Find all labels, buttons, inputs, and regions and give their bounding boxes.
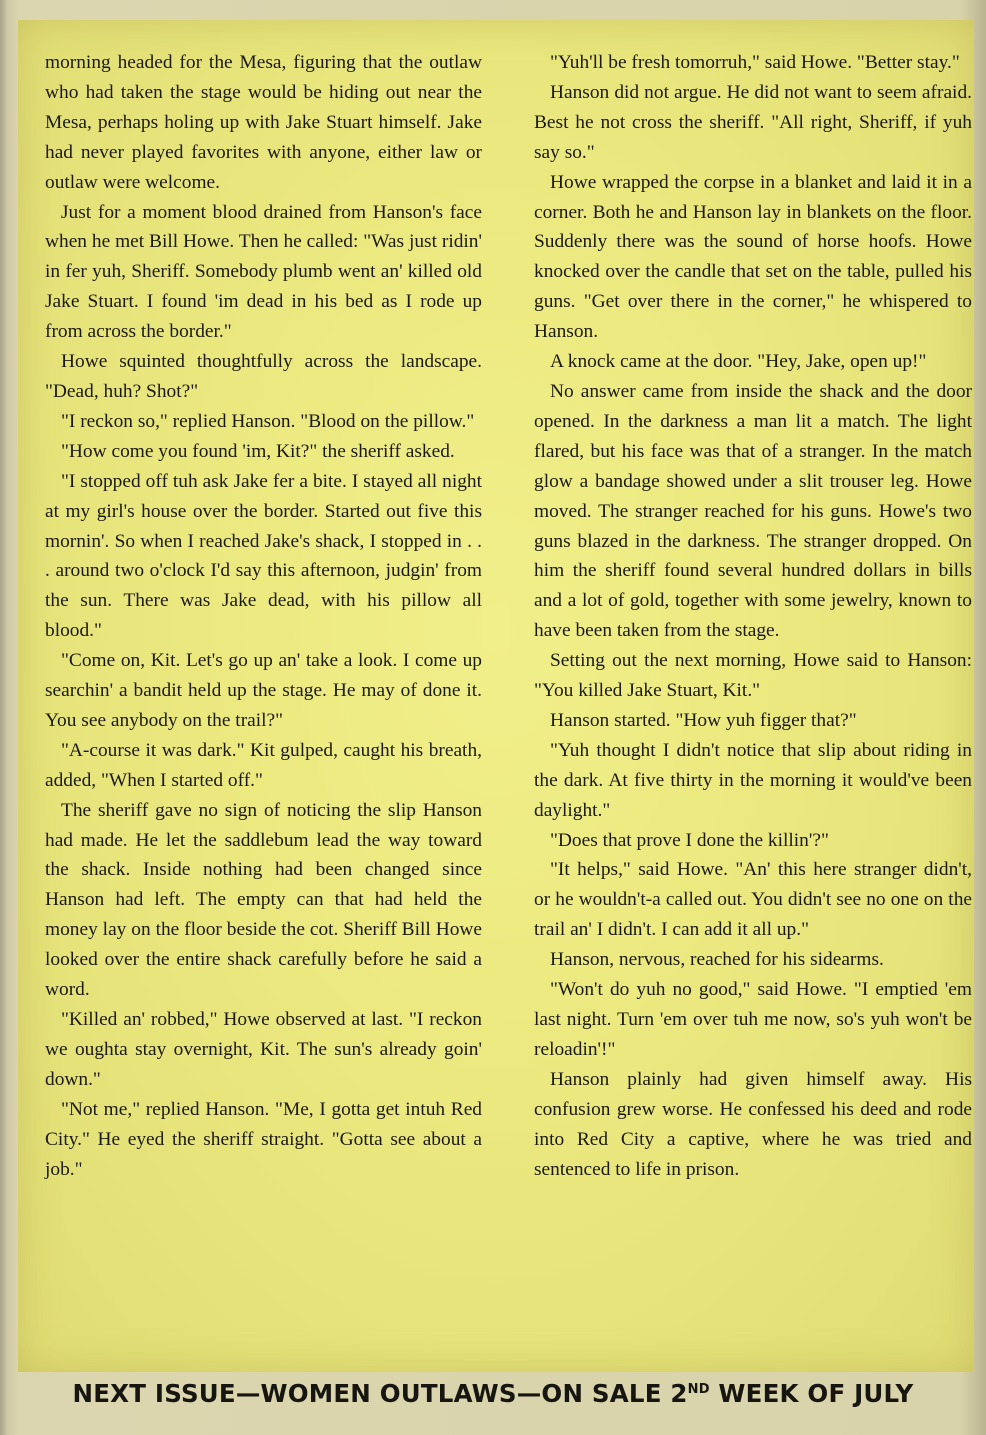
paragraph: "Does that prove I done the killin'?" (550, 829, 829, 851)
left-column (45, 48, 482, 1184)
next-issue-banner (0, 1370, 986, 1410)
paragraph: "Yuh thought I didn't notice that slip about riding in the dark. At five thirty in the morning it would've been daylight." (534, 739, 972, 821)
paragraph: "Yuh'll be fresh tomorruh," said Howe. "Better stay." (550, 52, 960, 73)
paragraph: "Killed an' robbed," Howe observed at last. "I reckon we oughta stay overnight, Kit. The sun's already goin' down." (45, 1009, 482, 1090)
right-column (534, 48, 972, 1184)
next-issue-superscript: ND (687, 1382, 710, 1397)
paragraph: "Won't do yuh no good," said Howe. "I emptied 'em last night. Turn 'em over tuh me now, so's yuh won't be reloadin'!" (534, 979, 972, 1060)
paragraph: "I stopped off tuh ask Jake fer a bite. I stayed all night at my girl's house over the border. Started out five this mornin'. So when I reached Jake's shack, I stopped in . . . around two o'clock I'd say this afternoon, judgin' from the sun. There was Jake dead, with his pillow all blood." (45, 470, 482, 642)
paragraph: Hanson did not argue. He did not want to seem afraid. Best he not cross the sheriff. "All right, Sheriff, if yuh say so." (534, 81, 972, 163)
paragraph: "Come on, Kit. Let's go up an' take a look. I come up searchin' a bandit held up the stage. He may of done it. You see anybody on the trail?" (45, 650, 482, 731)
paragraph: Just for a moment blood drained from Hanson's face when he met Bill Howe. Then he called: "Was just ridin' in fer yuh, Sheriff. Somebody plumb went an' killed old Jake Stuart. I found 'im dead in his bed as I rode up from across the border." (45, 201, 482, 343)
paragraph: Howe squinted thoughtfully across the landscape. "Dead, huh? Shot?" (45, 351, 482, 402)
paragraph: A knock came at the door. "Hey, Jake, open up!" (550, 351, 927, 373)
paragraph: Setting out the next morning, Howe said to Hanson: "You killed Jake Stuart, Kit." (534, 650, 972, 702)
paragraph: "I reckon so," replied Hanson. "Blood on the pillow." (61, 410, 475, 432)
paragraph: "Not me," replied Hanson. "Me, I gotta get intuh Red City." He eyed the sheriff straight. "Gotta see about a job." (45, 1098, 482, 1180)
paragraph: "A-course it was dark." Kit gulped, caught his breath, added, "When I started off." (45, 739, 482, 791)
paragraph: morning headed for the Mesa, figuring that the outlaw who had taken the stage would be hiding out near the Mesa, perhaps holing up with Jake Stuart himself. Jake had never played favorites with anyone, either law or outlaw were welcome. (45, 52, 482, 193)
paragraph: No answer came from inside the shack and the door opened. In the darkness a man lit a match. The light flared, but his face was that of a stranger. In the match glow a bandage showed under a slit trouser leg. Howe moved. The stranger reached for his guns. Howe's two guns blazed in the darkness. The stranger dropped. On him the sheriff found several hundred dollars in bills and a lot of gold, together with some jewelry, known to have been taken from the stage. (534, 380, 972, 642)
paragraph: The sheriff gave no sign of noticing the slip Hanson had made. He let the saddlebum lead the way toward the shack. Inside nothing had been changed since Hanson had left. The empty can that had held the money lay on the floor beside the cot. Sheriff Bill Howe looked over the entire shack carefully before he said a word. (45, 799, 482, 1001)
paragraph: Hanson plainly had given himself away. His confusion grew worse. He confessed his deed and rode into Red City a captive, where he was tried and sentenced to life in prison. (534, 1068, 972, 1180)
story-panel (18, 20, 974, 1372)
paragraph: Howe wrapped the corpse in a blanket and laid it in a corner. Both he and Hanson lay in blankets on the floor. Suddenly there was the sound of horse hoofs. Howe knocked over the candle that set on the table, pulled his guns. "Get over there in the corner," he whispered to Hanson. (534, 171, 972, 343)
paragraph: Hanson started. "How yuh figger that?" (550, 709, 857, 731)
paragraph: "How come you found 'im, Kit?" the sheriff asked. (61, 440, 455, 462)
paragraph: Hanson, nervous, reached for his sidearms. (550, 949, 884, 971)
next-issue-text: NEXT ISSUE—WOMEN OUTLAWS—ON SALE 2 (72, 1379, 688, 1408)
paragraph: "It helps," said Howe. "An' this here stranger didn't, or he wouldn't-a called out. You didn't see no one on the trail an' I didn't. I can add it all up." (534, 859, 972, 941)
next-issue-text-end: WEEK OF JULY (709, 1379, 914, 1408)
